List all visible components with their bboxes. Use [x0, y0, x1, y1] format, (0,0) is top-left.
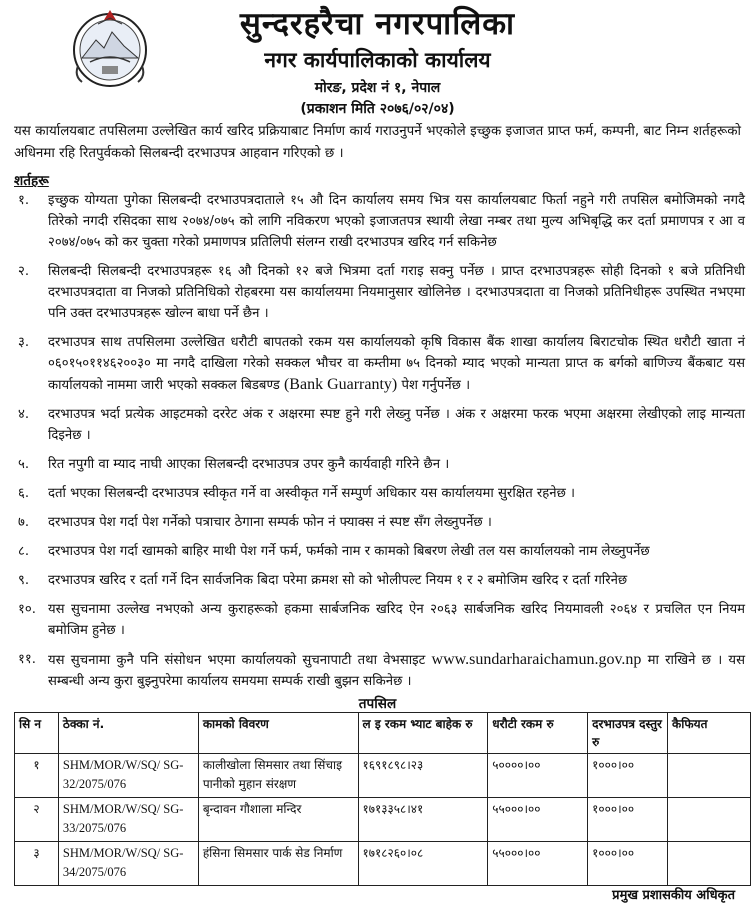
col-estimate: ल इ रकम भ्याट बाहेक रु: [358, 713, 488, 754]
bank-guarantee-term: (Bank Guarranty): [283, 376, 398, 393]
condition-item: ३. दरभाउपत्र साथ तपसिलमा उल्लेखित धरौटी बापतको रकम यस कार्यालयको कृषि विकास बैंक शाखा कार्यालय बिराटचोक स्थित धरौटी खाता नं ०६०१५०११४६२००३० मा नगदै दाखिला गरेको सक्कल भौचर वा कम्तीमा ७५ दिनको म्याद भएको मान्यता प्राप्त क बर्गको बाणिज्य बैंकबाट यस कार्यालयको नाममा जारी भएको सक्कल बिडबण्ड (Bank Guarranty) पेश गर्नुपर्नेछ ।: [18, 335, 745, 393]
table-row: १ SHM/MOR/W/SQ/ SG-32/2075/076 कालीखोला सिमसार तथा सिंचाइ पानीको मुहान संरक्षण १६९१८९८।२३ ५००००।०० १०००।००: [15, 754, 751, 798]
office-title: नगर कार्यपालिकाको कार्यालय: [264, 48, 491, 72]
condition-item: २. सिलबन्दी सिलबन्दी दरभाउपत्रहरू १६ औ दिनको १२ बजे भित्रमा दर्ता गराइ सक्नु पर्नेछ । प्राप्त दरभाउपत्रहरू सोही दिनको १ बजे प्रतिनिधी दरभाउपत्रदाता वा निजको प्रतिनिधिको रोहबरमा यस कार्यालयमा नियमानुसार खोलिनेछ । दरभाउपत्रदाता वा निजको प्रतिनिधीहरू उपस्थित नभएमा पनि उक्त दरभाउपत्रहरू खोल्न बाधा पर्ने छैन ।: [18, 264, 745, 321]
municipality-title: सुन्दरहरैचा नगरपालिका: [239, 6, 516, 42]
schedule-table: [14, 712, 751, 886]
table-row: ३ SHM/MOR/W/SQ/ SG-34/2075/076 हंसिना सिमसार पार्क सेड निर्माण १७१८२६०।०८ ५५०००।०० १०००।००: [15, 842, 751, 886]
condition-item: ४. दरभाउपत्र भर्दा प्रत्येक आइटमको दररेट अंक र अक्षरमा स्पष्ट हुने गरी लेख्नु पर्नेछ । अंक र अक्षरमा फरक भएमा अक्षरमा लेखीएको लाइ मान्यता दिइनेछ ।: [18, 407, 745, 443]
condition-item: ८. दरभाउपत्र पेश गर्दा खामको बाहिर माथी पेश गर्ने फर्म, फर्मको नाम र कामको बिबरण लेखी तल यस कार्यालयको नाम लेख्नुपर्नेछ: [18, 544, 650, 559]
table-header-row: [15, 713, 751, 754]
schedule-title: तपसिल: [358, 696, 397, 712]
address-line: मोरङ, प्रदेश नं १, नेपाल: [314, 80, 441, 96]
col-serial: सि न: [15, 713, 59, 754]
condition-item: ६. दर्ता भएका सिलबन्दी दरभाउपत्र स्वीकृत गर्ने वा अस्वीकृत गर्ने सम्पुर्ण अधिकार यस कार्यालयमा सुरक्षित रहनेछ ।: [18, 486, 576, 501]
conditions-list: [14, 190, 745, 700]
condition-item: ५. रित नपुगी वा म्याद नाघी आएका सिलबन्दी दरभाउपत्र उपर कुनै कार्यवाही गरिने छैन ।: [18, 457, 450, 472]
condition-item: ७. दरभाउपत्र पेश गर्दा पेश गर्नेको पत्राचार ठेगाना सम्पर्क फोन नं फ्याक्स नं स्पष्ट सँग लेख्नुपर्नेछ ।: [18, 515, 492, 530]
condition-item: ११. यस सुचनामा कुनै पनि संसोधन भएमा कार्यालयको सुचनापाटी तथा वेभसाइट www.sundarharaichamun.gov.np मा राखिने छ । यस सम्बन्धी अन्य कुरा बुझ्नुपरेमा कार्यालय समयमा सम्पर्क राखी बुझन सकिनेछ ।: [18, 651, 745, 689]
signatory-title: प्रमुख प्रशासकीय अधिकृत: [612, 888, 735, 903]
col-contract-no: ठेक्का नं.: [58, 713, 198, 754]
conditions-heading: शर्तहरू: [14, 173, 49, 189]
col-bid-fee: दरभाउपत्र दस्तुर रु: [588, 713, 668, 754]
table-row: २ SHM/MOR/W/SQ/ SG-33/2075/076 बृन्दावन गौशाला मन्दिर १७१३३५८।४१ ५५०००।०० १०००।००: [15, 798, 751, 842]
col-work-description: कामको विवरण: [198, 713, 358, 754]
col-deposit: धरौटी रकम रु: [488, 713, 588, 754]
condition-item: १०. यस सुचनामा उल्लेख नभएको अन्य कुराहरूको हकमा सार्बजनिक खरिद ऐन २०६३ सार्बजनिक खरिद नियमावली २०६४ र प्रचलित एन नियम बमोजिम हुनेछ ।: [18, 602, 745, 638]
website-link[interactable]: www.sundarharaichamun.gov.np: [431, 651, 642, 668]
condition-item: १. इच्छुक योग्यता पुगेका सिलबन्दी दरभाउपत्रदाताले १५ औ दिन कार्यालय समय भित्र यस कार्यालयबाट फिर्ता नहुने गरी तपसिल बमोजिमको नगदै तिरेको नगदी रसिदका साथ २०७४/०७५ को लागि नविकरण भएको इजाजतपत्र स्थायी लेखा नम्बर तथा मुल्य अभिबृद्धि कर दर्ता प्रमाणपत्र र आ व २०७४/०७५ को कर चुक्ता गरेको प्रमाणपत्र प्रतिलिपी संलग्न राखी दरभाउपत्र खरिद गर्न सकिनेछ: [18, 193, 745, 250]
published-date: (प्रकाशन मिति २०७६/०२/०४): [300, 101, 455, 117]
intro-paragraph: यस कार्यालयबाट तपसिलमा उल्लेखित कार्य खरिद प्रक्रियाबाट निर्माण कार्य गराउनुपर्ने भएकोले इच्छुक इजाजत प्राप्त फर्म, कम्पनी, बाट निम्न शर्तहरूको अधिनमा रहि रितपुर्वकको सिलबन्दी दरभाउपत्र आहवान गरिएको छ ।: [14, 124, 741, 161]
col-remarks: कैफियत: [668, 713, 751, 754]
condition-item: ९. दरभाउपत्र खरिद र दर्ता गर्ने दिन सार्वजनिक बिदा परेमा क्रमश सो को भोलीपल्ट नियम १ र २ बमोजिम खरिद र दर्ता गरिनेछ: [18, 573, 628, 588]
notice-header: [14, 0, 741, 120]
